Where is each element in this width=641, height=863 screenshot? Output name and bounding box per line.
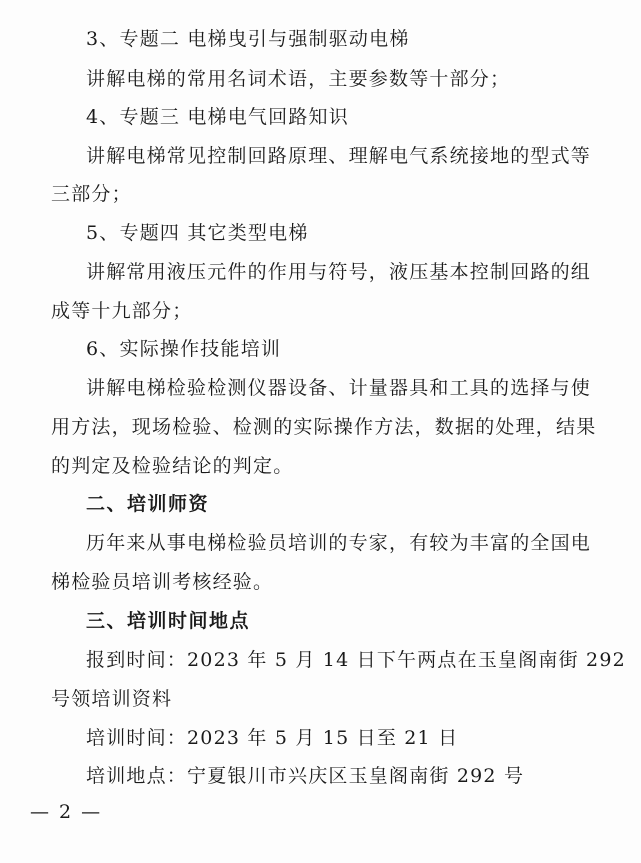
item-6-description-line-2: 用方法，现场检验、检测的实际操作方法，数据的处理，结果	[51, 416, 597, 438]
item-4-description-line-1: 讲解电梯常见控制回路原理、理解电气系统接地的型式等	[86, 145, 592, 167]
section-2-heading: 二、培训师资	[86, 493, 210, 515]
item-5-description-line-1: 讲解常用液压元件的作用与符号，液压基本控制回路的组	[86, 261, 592, 283]
section-2-description-line-1: 历年来从事电梯检验员培训的专家，有较为丰富的全国电	[86, 532, 592, 554]
training-location: 培训地点：宁夏银川市兴庆区玉皇阁南街 292 号	[86, 765, 525, 787]
item-6-description-line-3: 的判定及检验结论的判定。	[51, 455, 294, 477]
registration-time-line-1: 报到时间：2023 年 5 月 14 日下午两点在玉皇阁南街 292	[86, 649, 626, 671]
training-time: 培训时间：2023 年 5 月 15 日至 21 日	[86, 727, 459, 749]
item-5-heading: 5、专题四 其它类型电梯	[86, 222, 309, 244]
section-2-description-line-2: 梯检验员培训考核经验。	[51, 571, 274, 593]
item-4-heading: 4、专题三 电梯电气回路知识	[86, 106, 349, 128]
item-4-description-line-2: 三部分；	[51, 183, 132, 205]
page-number: — 2 —	[30, 801, 103, 823]
item-5-description-line-2: 成等十九部分；	[51, 300, 193, 322]
item-6-description-line-1: 讲解电梯检验检测仪器设备、计量器具和工具的选择与使	[86, 377, 592, 399]
item-3-heading: 3、专题二 电梯曳引与强制驱动电梯	[86, 28, 410, 50]
item-6-heading: 6、实际操作技能培训	[86, 338, 282, 360]
registration-time-line-2: 号领培训资料	[51, 688, 173, 710]
item-3-description: 讲解电梯的常用名词术语，主要参数等十部分；	[86, 68, 511, 90]
section-3-heading: 三、培训时间地点	[86, 610, 251, 632]
